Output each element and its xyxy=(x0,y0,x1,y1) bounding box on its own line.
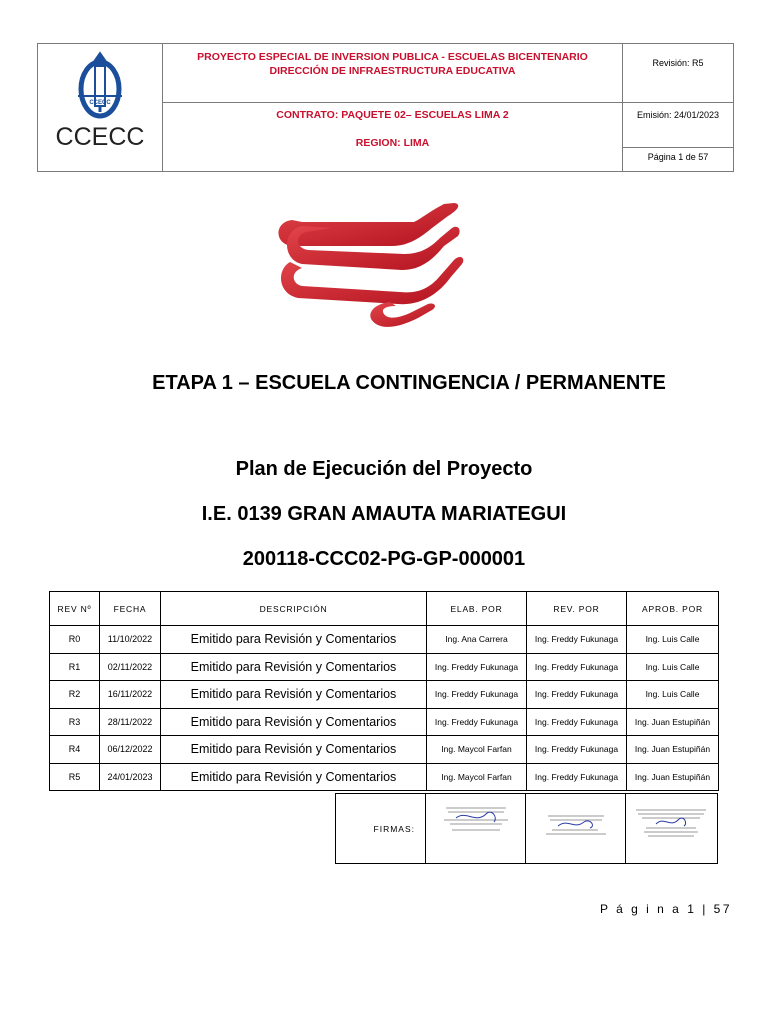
table-row xyxy=(50,626,719,654)
cell-elab: Ing. Freddy Fukunaga xyxy=(427,681,527,709)
contract-text: CONTRATO: PAQUETE 02– ESCUELAS LIMA 2 xyxy=(276,109,509,121)
cell-elab: Ing. Maycol Farfan xyxy=(427,763,527,791)
cell-rev-por: Ing. Freddy Fukunaga xyxy=(527,763,627,791)
page-count-text: Página 1 de 57 xyxy=(647,152,709,162)
cell-fecha: 06/12/2022 xyxy=(100,736,161,764)
col-header-elab: ELAB. POR xyxy=(427,592,527,626)
table-row xyxy=(50,708,719,736)
cell-aprob: Ing. Juan Estupiñán xyxy=(627,763,719,791)
cell-rev-por: Ing. Freddy Fukunaga xyxy=(527,626,627,654)
red-books-emblem-icon xyxy=(272,200,468,332)
project-title-cell xyxy=(163,44,623,103)
cell-rev: R5 xyxy=(50,763,100,791)
revision-table xyxy=(49,591,719,791)
company-logo xyxy=(38,44,163,171)
firmas-label: FIRMAS: xyxy=(336,794,426,864)
signatures-row xyxy=(336,794,718,864)
table-row xyxy=(50,653,719,681)
signature-stamp-icon xyxy=(426,794,525,858)
project-line2: DIRECCIÓN DE INFRAESTRUCTURA EDUCATIVA xyxy=(269,65,516,77)
cell-rev: R0 xyxy=(50,626,100,654)
cell-elab: Ing. Freddy Fukunaga xyxy=(427,653,527,681)
cell-rev: R2 xyxy=(50,681,100,709)
logo-ring-text: CCECC xyxy=(89,100,111,106)
cell-aprob: Ing. Juan Estupiñán xyxy=(627,708,719,736)
cell-elab: Ing. Freddy Fukunaga xyxy=(427,708,527,736)
signature-elab xyxy=(426,794,526,864)
table-row xyxy=(50,681,719,709)
signature-aprob xyxy=(626,794,718,864)
cell-rev-por: Ing. Freddy Fukunaga xyxy=(527,708,627,736)
col-header-fecha: FECHA xyxy=(100,592,161,626)
cell-aprob: Ing. Luis Calle xyxy=(627,653,719,681)
cell-elab: Ing. Ana Carrera xyxy=(427,626,527,654)
cell-rev: R3 xyxy=(50,708,100,736)
cell-descripcion: Emitido para Revisión y Comentarios xyxy=(161,763,427,791)
stage-title: ETAPA 1 – ESCUELA CONTINGENCIA / PERMANENTE xyxy=(152,372,666,394)
document-code: 200118-CCC02-PG-GP-000001 xyxy=(242,548,526,570)
school-title: I.E. 0139 GRAN AMAUTA MARIATEGUI xyxy=(201,503,567,525)
cell-fecha: 02/11/2022 xyxy=(100,653,161,681)
revision-cell xyxy=(623,44,733,103)
table-row xyxy=(50,736,719,764)
cell-descripcion: Emitido para Revisión y Comentarios xyxy=(161,653,427,681)
footer-page-number: 1 | 57 xyxy=(687,902,732,916)
signature-stamp-icon xyxy=(626,794,717,858)
region-text: REGION: LIMA xyxy=(355,137,430,149)
col-header-descripcion: DESCRIPCIÓN xyxy=(161,592,427,626)
cell-descripcion: Emitido para Revisión y Comentarios xyxy=(161,736,427,764)
cell-descripcion: Emitido para Revisión y Comentarios xyxy=(161,708,427,736)
document-header xyxy=(37,43,734,172)
cell-descripcion: Emitido para Revisión y Comentarios xyxy=(161,681,427,709)
plan-title: Plan de Ejecución del Proyecto xyxy=(235,458,533,480)
project-line1: PROYECTO ESPECIAL DE INVERSION PUBLICA - ESCUELAS BICENTENARIO xyxy=(197,51,588,63)
cell-rev: R4 xyxy=(50,736,100,764)
cell-descripcion: Emitido para Revisión y Comentarios xyxy=(161,626,427,654)
cell-rev: R1 xyxy=(50,653,100,681)
cell-rev-por: Ing. Freddy Fukunaga xyxy=(527,736,627,764)
cell-fecha: 24/01/2023 xyxy=(100,763,161,791)
page-cell xyxy=(623,148,733,171)
emission-text: Emisión: 24/01/2023 xyxy=(636,110,720,120)
cell-fecha: 16/11/2022 xyxy=(100,681,161,709)
cell-rev-por: Ing. Freddy Fukunaga xyxy=(527,681,627,709)
cell-rev-por: Ing. Freddy Fukunaga xyxy=(527,653,627,681)
cell-fecha: 28/11/2022 xyxy=(100,708,161,736)
col-header-rev: REV Nº xyxy=(50,592,100,626)
signature-rev xyxy=(526,794,626,864)
table-header-row xyxy=(50,592,719,626)
page-footer xyxy=(600,902,732,916)
cell-aprob: Ing. Juan Estupiñán xyxy=(627,736,719,764)
col-header-rev-por: REV. POR xyxy=(527,592,627,626)
emission-cell xyxy=(623,103,733,148)
cell-fecha: 11/10/2022 xyxy=(100,626,161,654)
footer-page-word: P á g i n a xyxy=(600,902,682,916)
signatures-table xyxy=(335,793,718,864)
col-header-aprob: APROB. POR xyxy=(627,592,719,626)
contract-cell xyxy=(163,103,623,171)
cell-elab: Ing. Maycol Farfan xyxy=(427,736,527,764)
ccecc-logo-icon xyxy=(38,44,162,171)
logo-wordmark: CCECC xyxy=(55,123,145,151)
revision-text: Revisión: R5 xyxy=(652,58,704,68)
signature-stamp-icon xyxy=(526,794,625,858)
cell-aprob: Ing. Luis Calle xyxy=(627,626,719,654)
table-row xyxy=(50,763,719,791)
cell-aprob: Ing. Luis Calle xyxy=(627,681,719,709)
